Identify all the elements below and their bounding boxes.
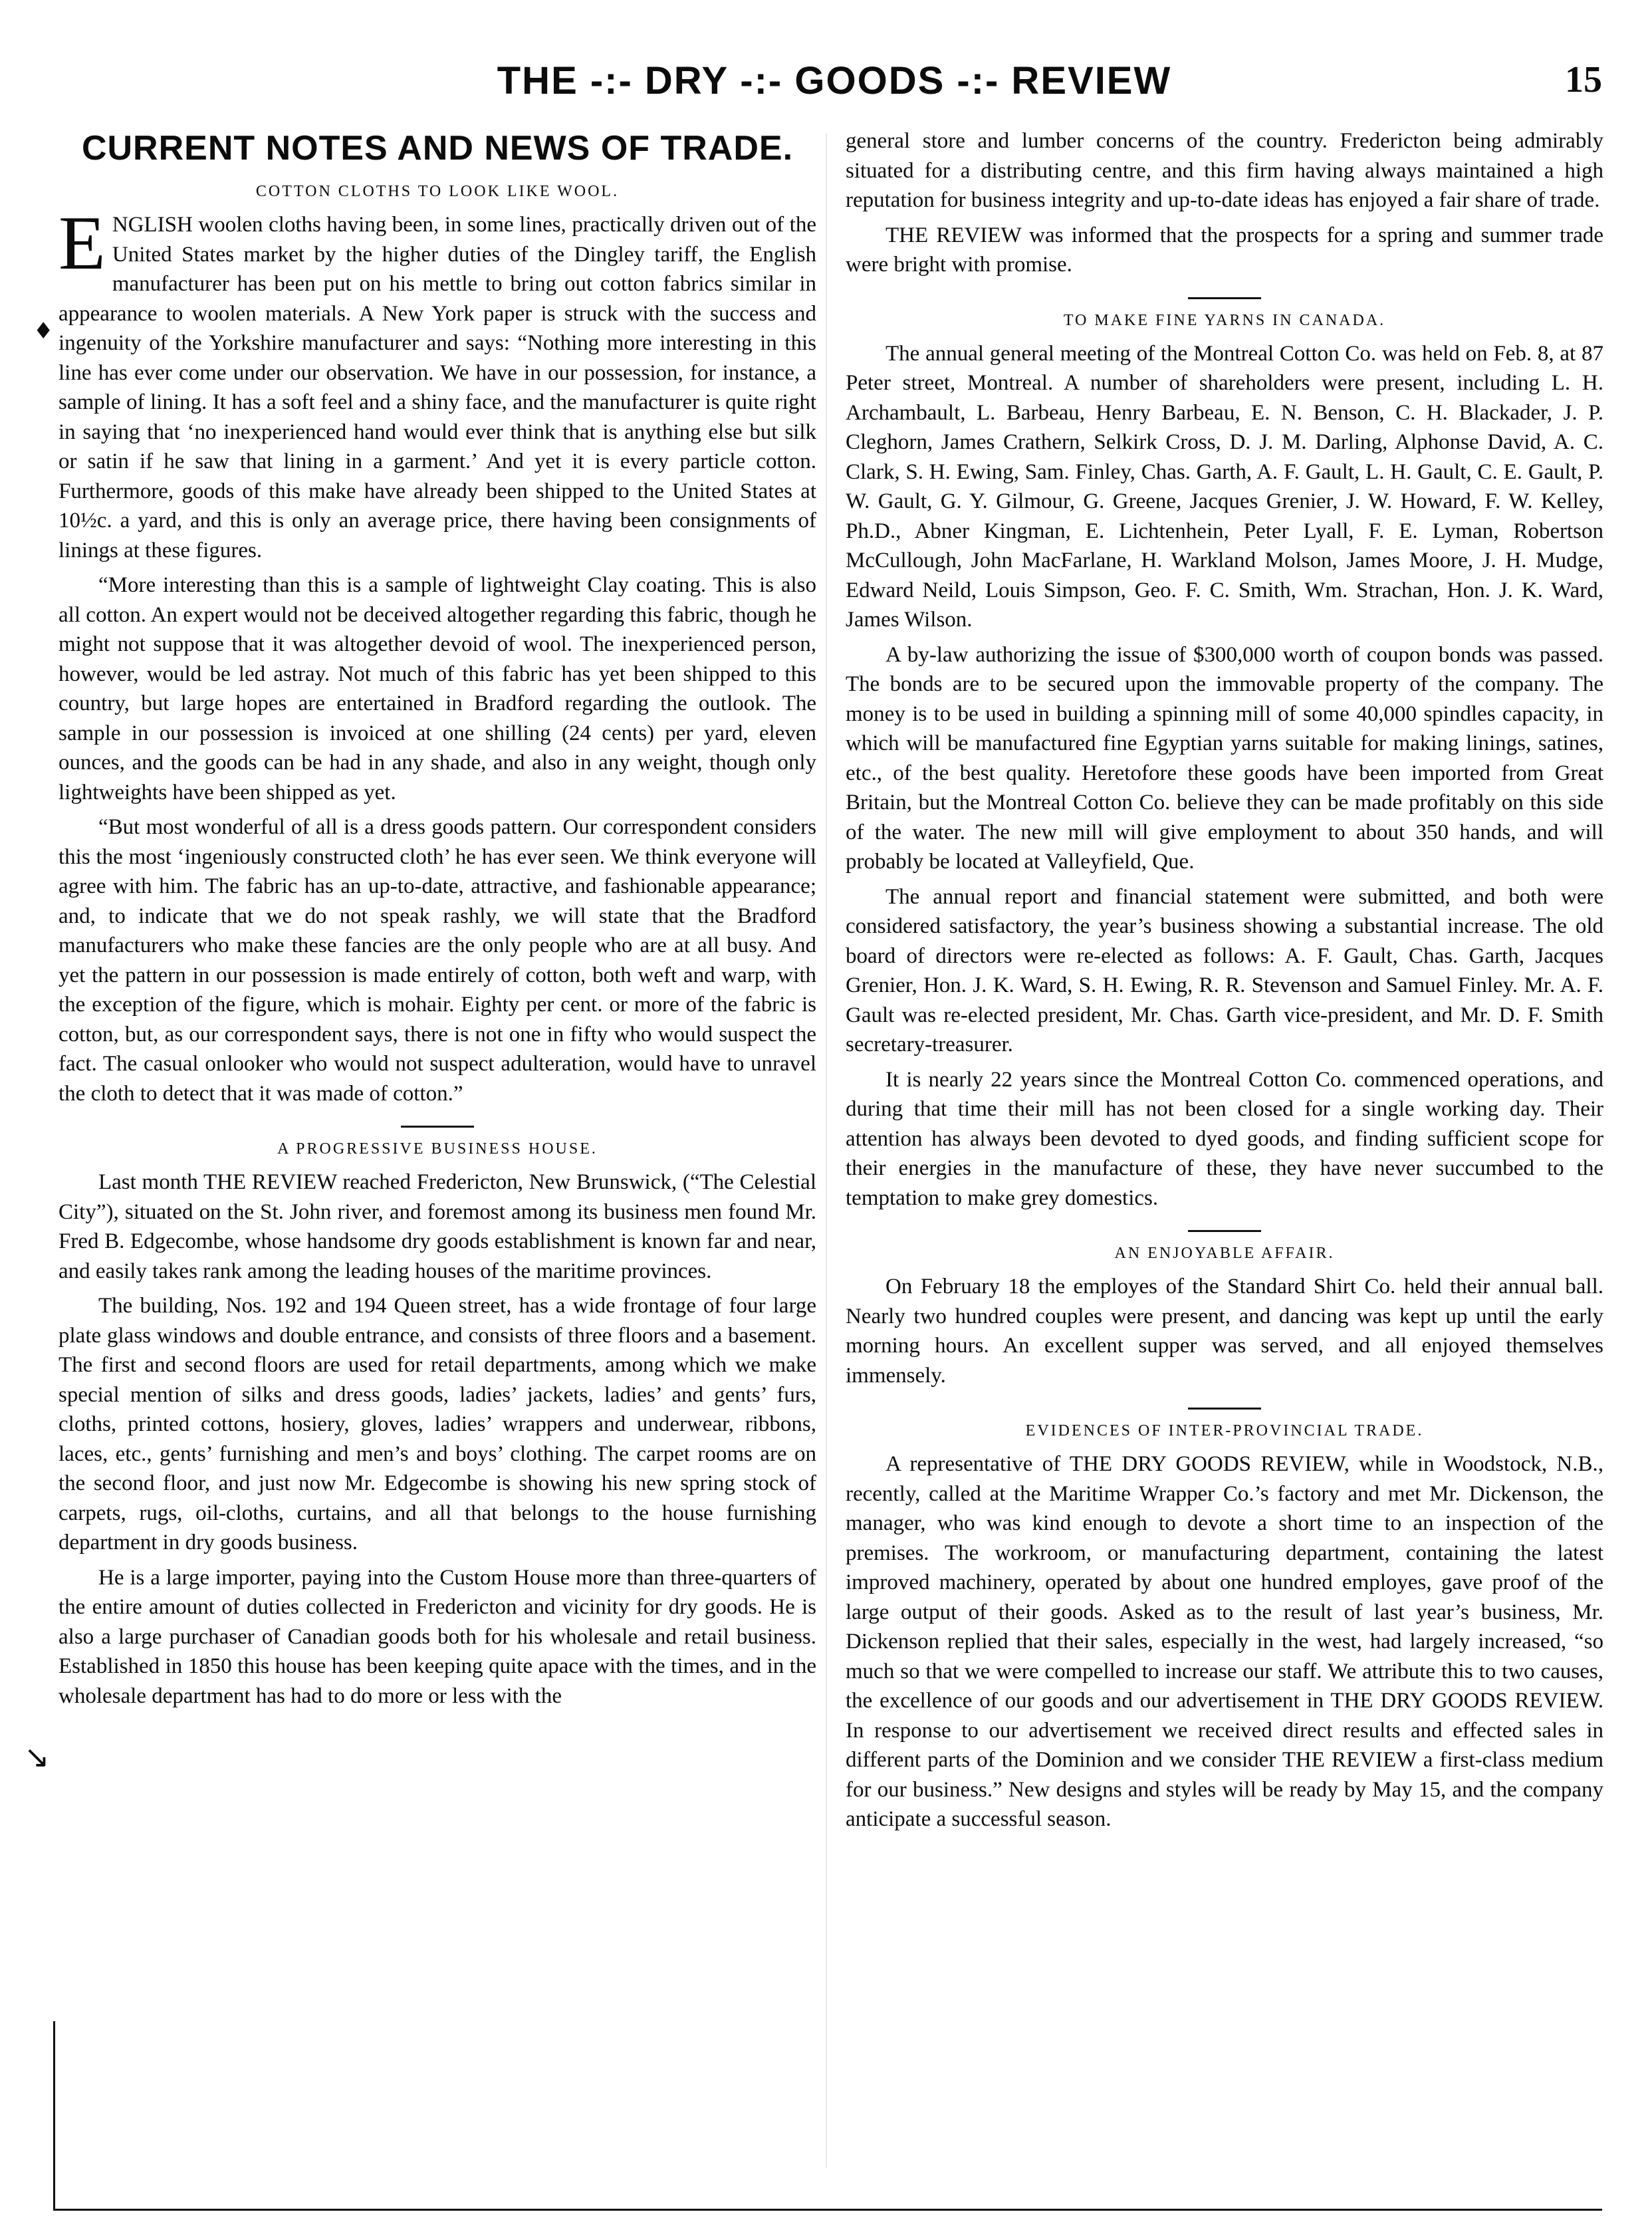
margin-mark-diamond: ♦ [33, 318, 54, 344]
margin-mark-arrow: ↘ [24, 1739, 50, 1775]
article-paragraph: The building, Nos. 192 and 194 Queen street, has a wide frontage of four large plate glass windows and double entrance, and consists of three floors and a basement. The first and second floors are used for retail departments, among which we make special mention of silks and dress goods, ladies’ jackets, ladies’ and gents’ furs, cloths, printed cottons, hosiery, gloves, ladies’ wrappers and underwear, ribbons, laces, etc., gents’ furnishing and men’s and boys’ clothing. The carpet rooms are on the second floor, and just now Mr. Edgecombe is showing his new spring stock of carpets, rugs, oil-cloths, curtains, and all that belongs to the house furnishing department in dry goods business. [59, 1294, 816, 1554]
article-enjoyable-affair [846, 1241, 1603, 1390]
left-column [59, 126, 816, 1711]
article-paragraph [59, 201, 816, 565]
article-title: AN ENJOYABLE AFFAIR. [1114, 1245, 1335, 1262]
article-title: EVIDENCES OF INTER-PROVINCIAL TRADE. [1025, 1422, 1424, 1439]
article-title: A PROGRESSIVE BUSINESS HOUSE. [277, 1140, 598, 1158]
column-gutter [826, 133, 827, 2167]
paragraph-text: NGLISH woolen cloths having been, in some lines, practically driven out of the United States market by the higher duties of the Dingley tariff, the English manufacturer has been put on his mettle to bring out cotton fabrics similar in appearance to woolen materials. A New York paper is struck with the success and ingenuity of the Yorkshire manufacturer and says: “Nothing more interesting in this line has ever come under our observation. We have in our possession, for instance, a sample of lining. It has a soft feel and a shiny face, and the manufacturer is quite right in saying that ‘no inexperienced hand would ever think that is anything else but silk or satin if he saw that lining in a garment.’ And yet it is every particle cotton. Furthermore, goods of this make have already been shipped to the United States at 10½c. a yard, and this is only an average price, there having been consignments of linings at these figures. [59, 213, 816, 562]
section-divider [1188, 1408, 1261, 1410]
article-progressive-business-house [59, 1137, 816, 1711]
article-paragraph: THE REVIEW was informed that the prospects for a spring and summer trade were bright with promise. [846, 223, 1603, 277]
article-paragraph: general store and lumber concerns of the country. Fredericton being admirably situated for a distributing centre, and this firm having always maintained a high reputation for business integrity and up-to-date ideas has enjoyed a fair share of trade. [846, 129, 1603, 212]
section-divider [401, 1126, 474, 1128]
masthead: THE -:- DRY -:- GOODS -:- REVIEW [497, 59, 1172, 102]
right-column [846, 126, 1603, 1834]
article-cotton-cloths [59, 180, 816, 1108]
section-divider [1188, 1230, 1261, 1232]
article-title: COTTON CLOTHS TO LOOK LIKE WOOL. [255, 183, 620, 200]
page-bottom-rule [53, 2209, 1602, 2211]
article-fine-yarns [846, 309, 1603, 1213]
page-number: 15 [1565, 59, 1602, 100]
article-paragraph: It is nearly 22 years since the Montreal Cotton Co. commenced operations, and during that time their mill has not been closed for a single working day. Their attention has always been devoted to dyed goods, and finding sufficient scope for their energies in the manufacture of these, they have never succumbed to the temptation to make grey domestics. [846, 1067, 1603, 1210]
article-paragraph: “More interesting than this is a sample of lightweight Clay coating. This is also all cotton. An expert would not be deceived altogether regarding this fabric, though he might not suppose that it was altogether devoid of wool. The inexperienced person, however, would be led astray. Not much of this fabric has yet been shipped to this country, but large hopes are entertained in Bradford regarding the outlook. The sample in our possession is invoiced at one shilling (24 cents) per yard, eleven ounces, and the goods can be had in any shade, and also in any weight, though only lightweights have been shipped as yet. [59, 573, 816, 805]
article-progressive-business-house-continued [846, 126, 1603, 280]
page-corner-rule-vertical [53, 2021, 55, 2211]
article-paragraph: Last month THE REVIEW reached Fredericton, New Brunswick, (“The Celestial City”), situated on the St. John river, and foremost among its business men found Mr. Fred B. Edgecombe, whose handsome dry goods establishment is known far and near, and easily takes rank among the leading houses of the maritime provinces. [59, 1170, 816, 1283]
article-inter-provincial-trade [846, 1419, 1603, 1834]
page-title: CURRENT NOTES AND NEWS OF TRADE. [81, 129, 794, 168]
article-paragraph: He is a large importer, paying into the Custom House more than three-quarters of the entire amount of duties collected in Fredericton and vicinity for dry goods. He is also a large purchaser of Canadian goods both for his wholesale and retail business. Established in 1850 this house has been keeping quite apace with the times, and in the wholesale department has had to do more or less with the [59, 1565, 816, 1708]
article-paragraph: A by-law authorizing the issue of $300,000 worth of coupon bonds was passed. The bonds are to be secured upon the immovable property of the company. The money is to be used in building a spinning mill of some 40,000 spindles capacity, in which will be manufactured fine Egyptian yarns suitable for making linings, satines, etc., of the best quality. Heretofore these goods have been imported from Great Britain, but the Montreal Cotton Co. believe they can be made profitably on this side of the water. The new mill will give employment to about 350 hands, and will probably be located at Valleyfield, Que. [846, 642, 1603, 874]
article-paragraph: “But most wonderful of all is a dress goods pattern. Our correspondent considers this the most ‘ingeniously constructed cloth’ he has ever seen. We think everyone will agree with him. The fabric has an up-to-date, attractive, and fashionable appearance; and, to indicate that we do not speak rashly, we will state that the Bradford manufacturers who make these fancies are the only people who are at all busy. And yet the pattern in our possession is made entirely of cotton, both weft and warp, with the exception of the figure, which is mohair. Eighty per cent. or more of the fabric is cotton, but, as our correspondent says, there is not one in fifty who would suspect the fact. The casual onlooker who would not suspect adulteration, would have to unravel the cloth to detect that it was made of cotton.” [59, 815, 816, 1106]
drop-cap: E [59, 201, 106, 286]
section-divider [1188, 297, 1261, 299]
article-title: TO MAKE FINE YARNS IN CANADA. [1063, 311, 1386, 329]
page-header [60, 59, 1609, 112]
article-paragraph: On February 18 the employes of the Standard Shirt Co. held their annual ball. Nearly two hundred couples were present, and dancing was kept up until the early morning hours. An excellent supper was served, and all enjoyed themselves immensely. [846, 1275, 1603, 1388]
article-paragraph: The annual report and financial statement were submitted, and both were considered satisfactory, the year’s business showing a substantial increase. The old board of directors were re-elected as follows: A. F. Gault, Chas. Garth, Jacques Grenier, Hon. J. K. Ward, S. H. Ewing, R. R. Stevenson and Samuel Finley. Mr. A. F. Gault was re-elected president, Mr. Chas. Garth vice-president, and Mr. D. F. Smith secretary-treasurer. [846, 884, 1603, 1056]
article-paragraph: The annual general meeting of the Montreal Cotton Co. was held on Feb. 8, at 87 Peter street, Montreal. A number of shareholders were present, including L. H. Archambault, L. Barbeau, Henry Barbeau, E. N. Benson, C. H. Blackader, J. P. Cleghorn, James Crathern, Selkirk Cross, D. J. M. Darling, Alphonse David, A. C. Clark, S. H. Ewing, Sam. Finley, Chas. Garth, A. F. Gault, L. H. Gault, C. E. Gault, P. W. Gault, G. Y. Gilmour, G. Greene, Jacques Grenier, J. W. Howard, F. W. Kelley, Ph.D., Abner Kingman, E. Lichtenhein, Peter Lyall, F. E. Lyman, Robertson McCullough, John MacFarlane, H. Warkland Molson, James Moore, J. H. Mudge, Edward Neild, Louis Simpson, Geo. F. C. Smith, Wm. Strachan, Hon. J. K. Ward, James Wilson. [846, 341, 1603, 632]
article-paragraph: A representative of THE DRY GOODS REVIEW, while in Woodstock, N.B., recently, called at the Maritime Wrapper Co.’s factory and met Mr. Dickenson, the manager, who was kind enough to devote a short time to an inspection of the premises. The workroom, or manufacturing department, containing the latest improved machinery, operated by about one hundred employes, gave proof of the large output of their goods. Asked as to the result of last year’s business, Mr. Dickenson replied that their sales, especially in the west, had largely increased, “so much so that we were compelled to increase our staff. We attribute this to two causes, the excellence of our goods and our advertisement in THE DRY GOODS REVIEW. In response to our advertisement we received direct results and effected sales in different parts of the Dominion and we consider THE REVIEW a first-class medium for our business.” New designs and styles will be ready by May 15, and the company anticipate a successful season. [846, 1452, 1603, 1831]
